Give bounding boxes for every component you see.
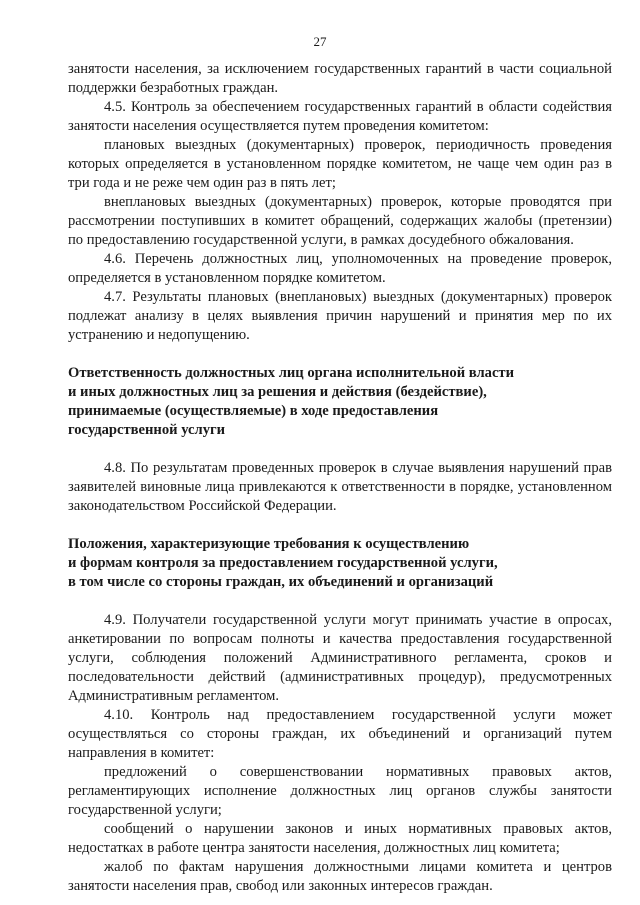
paragraph-continuation: занятости населения, за исключением государственных гарантий в части социальной поддержки безработных граждан.: [68, 61, 612, 96]
paragraph-4-6: 4.6. Перечень должностных лиц, уполномоченных на проведение проверок, определяется в установленном порядке комитетом.: [68, 251, 612, 286]
paragraph-4-8: 4.8. По результатам проведенных проверок в случае выявления нарушений прав заявителей виновные лица привлекаются к ответственности в порядке, установленном законодательством Российской Федерации.: [68, 460, 612, 514]
page-number: 27: [313, 34, 327, 49]
heading-line: Ответственность должностных лиц органа исполнительной власти: [68, 365, 514, 381]
paragraph-unplanned-inspections: внеплановых выездных (документарных) проверок, которые проводятся при рассмотрении поступивших в комитет обращений, содержащих жалобы (претензии) по предоставлению государственной услуги, в рамках досудебного обжалования.: [68, 194, 612, 248]
heading-line: и формам контроля за предоставлением государственной услуги,: [68, 555, 498, 571]
paragraph-4-9: 4.9. Получатели государственной услуги могут принимать участие в опросах, анкетировании по вопросам полноты и качества предоставления государственной услуги, соблюдения положений Административного регламента, сроков и последовательности действий (административных процедур), предусмотренных Административным регламентом.: [68, 612, 612, 704]
heading-line: принимаемые (осуществляемые) в ходе предоставления: [68, 403, 439, 419]
paragraph-complaints: жалоб по фактам нарушения должностными лицами комитета и центров занятости населения прав, свобод или законных интересов граждан.: [68, 859, 612, 894]
paragraph-4-7: 4.7. Результаты плановых (внеплановых) выездных (документарных) проверок подлежат анализу в целях выявления причин нарушений и принятия мер по их устранению и недопущению.: [68, 289, 612, 343]
section-heading-control-requirements: [68, 535, 612, 592]
paragraph-4-10: 4.10. Контроль над предоставлением государственной услуги может осуществляться со стороны граждан, их объединений и организаций путем направления в комитет:: [68, 707, 612, 761]
heading-line: в том числе со стороны граждан, их объединений и организаций: [68, 574, 494, 590]
section-heading-responsibility: [68, 364, 612, 440]
paragraph-reports: сообщений о нарушении законов и иных нормативных правовых актов, недостатках в работе центра занятости населения, должностных лиц комитета;: [68, 821, 612, 856]
page-content: [68, 60, 612, 896]
paragraph-planned-inspections: плановых выездных (документарных) проверок, периодичность проведения которых определяется в установленном порядке комитетом, не чаще чем один раз в три года и не реже чем один раз в пять лет;: [68, 137, 612, 191]
paragraph-4-5: 4.5. Контроль за обеспечением государственных гарантий в области содействия занятости населения осуществляется путем проведения комитетом:: [68, 99, 612, 134]
heading-line: государственной услуги: [68, 422, 226, 438]
heading-line: Положения, характеризующие требования к осуществлению: [68, 536, 470, 552]
heading-line: и иных должностных лиц за решения и действия (бездействие),: [68, 384, 487, 400]
paragraph-proposals: предложений о совершенствовании нормативных правовых актов, регламентирующих исполнение должностных лиц органов службы занятости государственной услуги;: [68, 764, 612, 818]
